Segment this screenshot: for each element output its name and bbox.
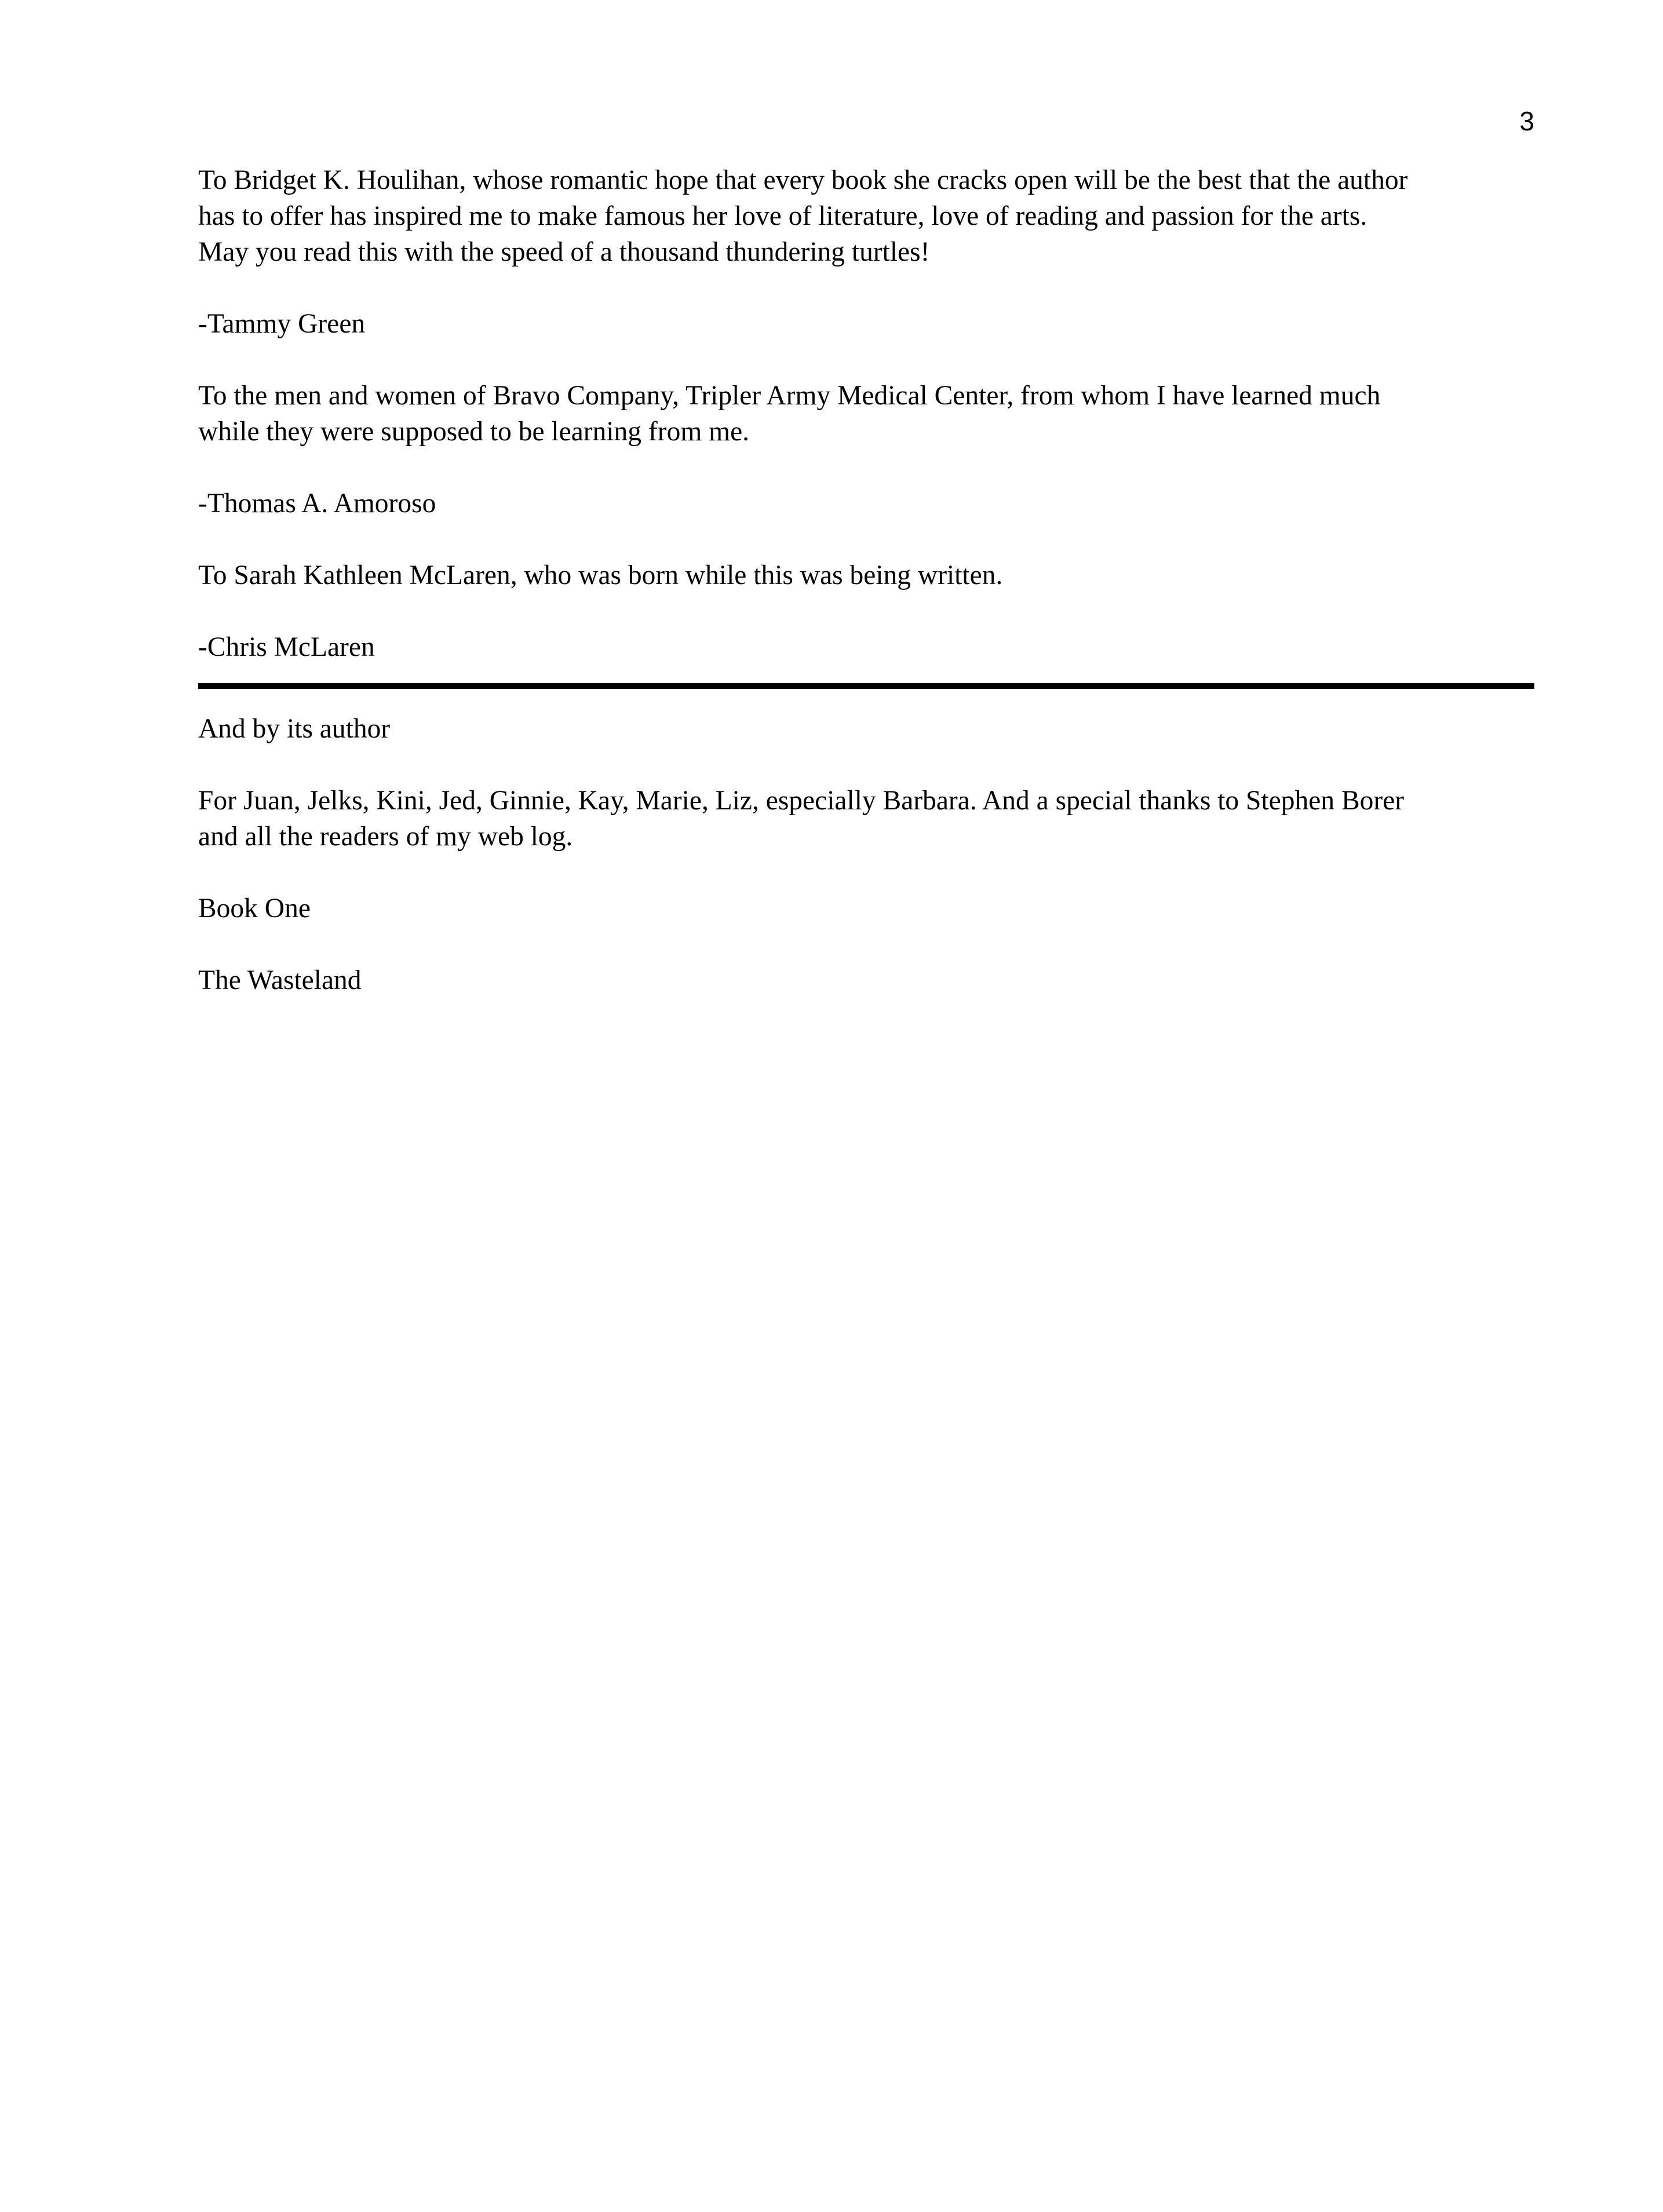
paragraph bbox=[198, 711, 1537, 747]
paragraph bbox=[198, 557, 1537, 593]
paragraph bbox=[198, 962, 1537, 998]
text-line: The Wasteland bbox=[198, 965, 362, 995]
text-line: For Juan, Jelks, Kini, Jed, Ginnie, Kay, Marie, Liz, especially Barbara. And a special thanks to Stephen Borer bbox=[198, 786, 1405, 816]
text-line: while they were supposed to be learning from me. bbox=[198, 417, 750, 447]
paragraph bbox=[198, 890, 1537, 926]
paragraph bbox=[198, 306, 1537, 342]
text-line: May you read this with the speed of a thousand thundering turtles! bbox=[198, 237, 930, 267]
dedications-section bbox=[198, 162, 1537, 665]
text-line: To Sarah Kathleen McLaren, who was born while this was being written. bbox=[198, 560, 1003, 590]
horizontal-rule bbox=[198, 683, 1534, 689]
text-line: To Bridget K. Houlihan, whose romantic hope that every book she cracks open will be the best that the author bbox=[198, 165, 1408, 195]
paragraph bbox=[198, 378, 1537, 450]
author-dedication-section bbox=[198, 711, 1537, 998]
paragraph bbox=[198, 629, 1537, 665]
text-line: -Chris McLaren bbox=[198, 632, 375, 662]
text-line: and all the readers of my web log. bbox=[198, 822, 573, 852]
page-number: 3 bbox=[1519, 106, 1534, 136]
text-line: And by its author bbox=[198, 714, 391, 744]
paragraph bbox=[198, 162, 1537, 270]
paragraph bbox=[198, 783, 1537, 855]
paragraph bbox=[198, 486, 1537, 521]
text-line: Book One bbox=[198, 893, 311, 924]
text-line: To the men and women of Bravo Company, Tripler Army Medical Center, from whom I have learned much bbox=[198, 381, 1381, 411]
text-line: has to offer has inspired me to make famous her love of literature, love of reading and passion for the arts. bbox=[198, 201, 1367, 231]
text-line: -Thomas A. Amoroso bbox=[198, 488, 436, 519]
text-line: -Tammy Green bbox=[198, 309, 366, 339]
document-body bbox=[198, 162, 1537, 1034]
